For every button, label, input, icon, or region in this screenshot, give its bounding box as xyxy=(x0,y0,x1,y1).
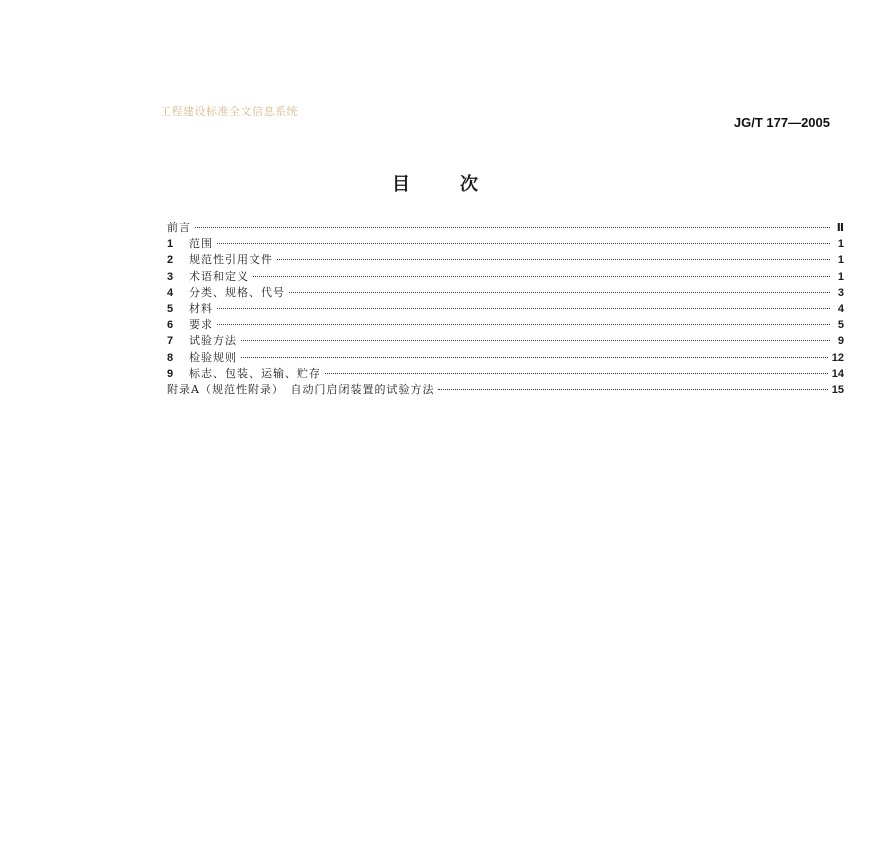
toc-entry[interactable] xyxy=(167,252,844,268)
toc-entry-number: 5 xyxy=(167,302,174,315)
toc-entry-page: 9 xyxy=(837,335,844,348)
toc-entry-page: 12 xyxy=(831,351,844,364)
toc-entry-number: 3 xyxy=(167,270,174,283)
toc-leader-dots xyxy=(277,259,830,260)
toc-entry[interactable] xyxy=(167,350,844,366)
toc-leader-dots xyxy=(217,243,830,244)
toc-entry[interactable] xyxy=(167,269,844,285)
toc-entry-number: 1 xyxy=(167,238,174,251)
toc-leader-dots xyxy=(217,308,830,309)
page-title xyxy=(0,170,870,196)
toc-entry[interactable] xyxy=(167,301,844,317)
toc-entry-page: Ⅱ xyxy=(836,222,844,234)
toc-entry-label: 检验规则 xyxy=(189,350,237,364)
toc-entry[interactable] xyxy=(167,236,844,252)
toc-leader-dots xyxy=(241,357,828,358)
toc-entry-page: 14 xyxy=(831,367,844,380)
toc-entry-label: 材料 xyxy=(189,301,213,315)
toc-entry[interactable] xyxy=(167,220,844,236)
toc-entry-number: 4 xyxy=(167,286,174,299)
toc-entry-page: 5 xyxy=(837,319,844,332)
toc-leader-dots xyxy=(289,292,830,293)
toc-leader-dots xyxy=(241,340,830,341)
toc-entry-page: 1 xyxy=(837,254,844,267)
toc-entry[interactable] xyxy=(167,333,844,349)
toc-entry-page: 15 xyxy=(831,383,844,396)
toc-entry[interactable] xyxy=(167,382,844,398)
title-char-left: 目 xyxy=(392,174,410,195)
toc-entry-number: 2 xyxy=(167,254,174,267)
toc-entry-number: 7 xyxy=(167,335,174,348)
toc-entry-label: 术语和定义 xyxy=(189,269,249,283)
toc-entry[interactable] xyxy=(167,285,844,301)
watermark-text: 工程建设标准全文信息系统 xyxy=(160,105,298,118)
toc-entry-label: 附录A（规范性附录） 自动门启闭装置的试验方法 xyxy=(167,382,435,396)
toc-entry-label: 前言 xyxy=(167,221,191,234)
toc-leader-dots xyxy=(325,373,828,374)
toc-leader-dots xyxy=(195,227,830,228)
toc-entry[interactable] xyxy=(167,366,844,382)
toc-entry-page: 1 xyxy=(837,270,844,283)
toc-entry-number: 9 xyxy=(167,367,174,380)
toc-entry-page: 4 xyxy=(837,302,844,315)
toc-entry-label: 范围 xyxy=(189,237,213,251)
standard-code: JG/T 177—2005 xyxy=(733,115,830,130)
toc-leader-dots xyxy=(253,276,830,277)
toc-leader-dots xyxy=(438,389,827,390)
toc-entry-label: 规范性引用文件 xyxy=(189,253,273,267)
toc-entry-label: 要求 xyxy=(189,318,213,332)
toc-entry-number: 6 xyxy=(167,319,174,332)
toc-entry-page: 1 xyxy=(837,238,844,251)
toc-leader-dots xyxy=(217,324,830,325)
toc-entry-label: 标志、包装、运输、贮存 xyxy=(189,366,321,380)
toc-entry-page: 3 xyxy=(837,286,844,299)
title-char-right: 次 xyxy=(460,174,478,195)
toc-entry-label: 试验方法 xyxy=(189,334,237,348)
toc-entry[interactable] xyxy=(167,317,844,333)
toc-entry-label: 分类、规格、代号 xyxy=(189,285,285,299)
toc-entry-number: 8 xyxy=(167,351,174,364)
table-of-contents xyxy=(167,220,844,398)
